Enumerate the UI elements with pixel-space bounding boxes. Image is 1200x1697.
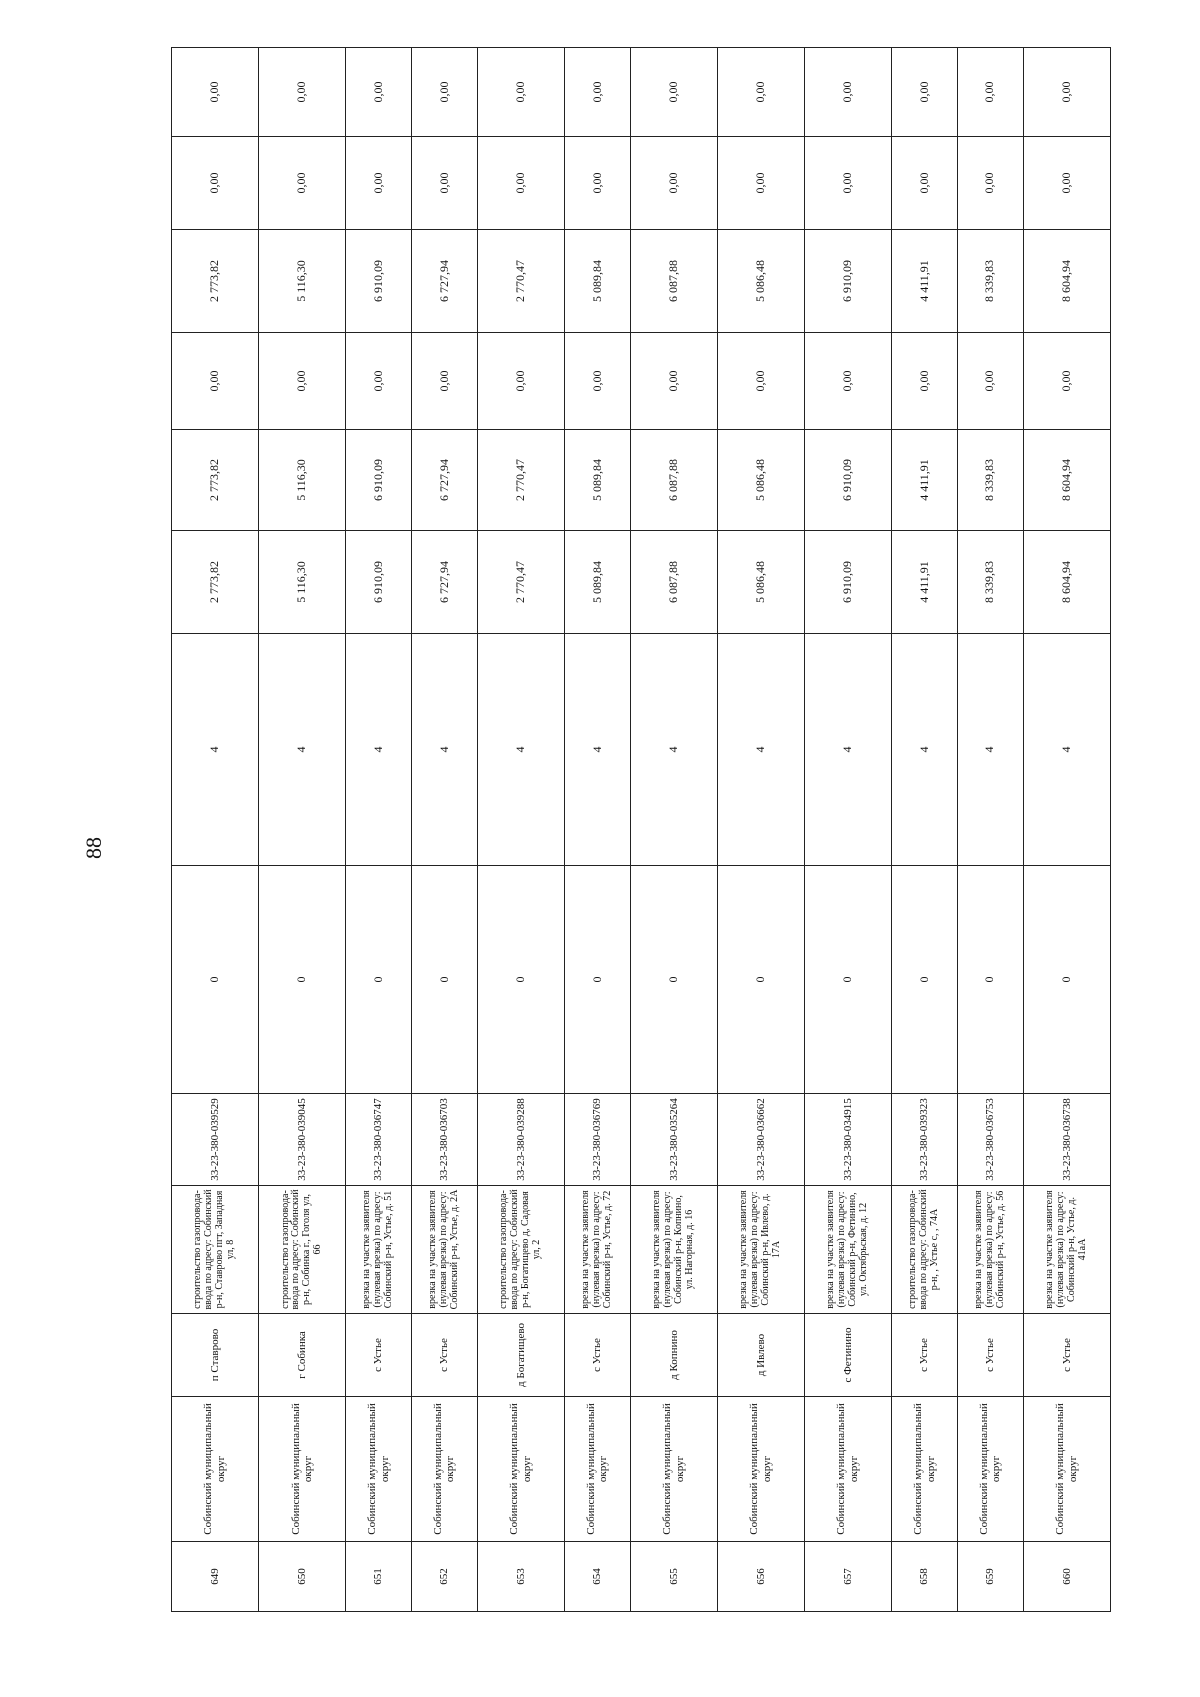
object-code-cell: 33-23-380-036703 xyxy=(412,1094,478,1186)
amount-cell-5: 0,00 xyxy=(346,137,412,230)
row-number-cell: 652 xyxy=(412,1542,478,1612)
description-cell: врезка на участке заявителя (нулевая врезка) по адресу: Собинский р-н, Копнино, ул. Нагорная, д. 16 xyxy=(630,1186,717,1314)
amount-cell-1: 6 087,88 xyxy=(630,531,717,634)
table-row xyxy=(892,48,958,1612)
description-cell: строительство газопровода-ввода по адресу: Собинский р-н, Собинка г., Гоголя ул, 66 xyxy=(259,1186,346,1314)
zero-column-cell: 0 xyxy=(717,866,804,1094)
description-cell: строительство газопровода-ввода по адресу: Собинский р-н, , Устье с, , 74А xyxy=(892,1186,958,1314)
amount-cell-3: 0,00 xyxy=(412,333,478,430)
locality-cell: с Устье xyxy=(1023,1314,1110,1397)
locality-cell: с Устье xyxy=(892,1314,958,1397)
row-number-cell: 650 xyxy=(259,1542,346,1612)
locality-cell: с Устье xyxy=(564,1314,630,1397)
amount-cell-3: 0,00 xyxy=(957,333,1023,430)
description-cell: врезка на участке заявителя (нулевая врезка) по адресу: Собинский р-н, Фетинино, ул. Октябрьская, д. 12 xyxy=(805,1186,892,1314)
zero-column-cell: 0 xyxy=(564,866,630,1094)
row-number-cell: 658 xyxy=(892,1542,958,1612)
amount-cell-4: 8 339,83 xyxy=(957,230,1023,333)
zero-column-cell: 0 xyxy=(1023,866,1110,1094)
locality-cell: п Ставрово xyxy=(172,1314,259,1397)
object-code-cell: 33-23-380-036769 xyxy=(564,1094,630,1186)
municipality-cell: Собинский муниципальный округ xyxy=(564,1397,630,1542)
amount-cell-6: 0,00 xyxy=(630,48,717,137)
amount-cell-6: 0,00 xyxy=(412,48,478,137)
amount-cell-4: 6 727,94 xyxy=(412,230,478,333)
amount-cell-3: 0,00 xyxy=(259,333,346,430)
amount-cell-1: 6 727,94 xyxy=(412,531,478,634)
amount-cell-5: 0,00 xyxy=(1023,137,1110,230)
municipality-cell: Собинский муниципальный округ xyxy=(412,1397,478,1542)
zero-column-cell: 0 xyxy=(259,866,346,1094)
zero-column-cell: 0 xyxy=(172,866,259,1094)
rotated-table-container xyxy=(171,81,1111,1612)
amount-cell-3: 0,00 xyxy=(172,333,259,430)
amount-cell-4: 4 411,91 xyxy=(892,230,958,333)
table-row xyxy=(412,48,478,1612)
amount-cell-2: 6 087,88 xyxy=(630,430,717,531)
amount-cell-6: 0,00 xyxy=(892,48,958,137)
locality-cell: г Собинка xyxy=(259,1314,346,1397)
amount-cell-6: 0,00 xyxy=(1023,48,1110,137)
description-cell: врезка на участке заявителя (нулевая врезка) по адресу: Собинский р-н, Устье, д. 56 xyxy=(957,1186,1023,1314)
object-code-cell: 33-23-380-035264 xyxy=(630,1094,717,1186)
object-code-cell: 33-23-380-036662 xyxy=(717,1094,804,1186)
municipality-cell: Собинский муниципальный округ xyxy=(346,1397,412,1542)
amount-cell-4: 5 086,48 xyxy=(717,230,804,333)
row-number-cell: 653 xyxy=(477,1542,564,1612)
row-number-cell: 651 xyxy=(346,1542,412,1612)
amount-cell-5: 0,00 xyxy=(805,137,892,230)
table-row xyxy=(630,48,717,1612)
object-code-cell: 33-23-380-039529 xyxy=(172,1094,259,1186)
amount-cell-5: 0,00 xyxy=(477,137,564,230)
description-cell: врезка на участке заявителя (нулевая врезка) по адресу: Собинский р-н, Ивлево, д. 17А xyxy=(717,1186,804,1314)
four-column-cell: 4 xyxy=(477,634,564,866)
description-cell: строительство газопровода-ввода по адресу: Собинский р-н, Богатищево д, Садовая ул, 2 xyxy=(477,1186,564,1314)
object-code-cell: 33-23-380-036747 xyxy=(346,1094,412,1186)
amount-cell-4: 5 089,84 xyxy=(564,230,630,333)
table-row xyxy=(805,48,892,1612)
amount-cell-1: 8 604,94 xyxy=(1023,531,1110,634)
amount-cell-4: 2 770,47 xyxy=(477,230,564,333)
four-column-cell: 4 xyxy=(259,634,346,866)
table-row xyxy=(259,48,346,1612)
municipality-cell: Собинский муниципальный округ xyxy=(477,1397,564,1542)
amount-cell-2: 5 089,84 xyxy=(564,430,630,531)
amount-cell-1: 2 773,82 xyxy=(172,531,259,634)
four-column-cell: 4 xyxy=(412,634,478,866)
amount-cell-2: 5 116,30 xyxy=(259,430,346,531)
amount-cell-6: 0,00 xyxy=(564,48,630,137)
amount-cell-5: 0,00 xyxy=(717,137,804,230)
zero-column-cell: 0 xyxy=(412,866,478,1094)
amount-cell-5: 0,00 xyxy=(412,137,478,230)
amount-cell-6: 0,00 xyxy=(172,48,259,137)
four-column-cell: 4 xyxy=(805,634,892,866)
description-cell: врезка на участке заявителя (нулевая врезка) по адресу: Собинский р-н, Устье, д. 51 xyxy=(346,1186,412,1314)
amount-cell-5: 0,00 xyxy=(630,137,717,230)
row-number-cell: 649 xyxy=(172,1542,259,1612)
amount-cell-4: 2 773,82 xyxy=(172,230,259,333)
locality-cell: с Устье xyxy=(412,1314,478,1397)
object-code-cell: 33-23-380-034915 xyxy=(805,1094,892,1186)
amount-cell-6: 0,00 xyxy=(805,48,892,137)
amount-cell-6: 0,00 xyxy=(346,48,412,137)
amount-cell-3: 0,00 xyxy=(805,333,892,430)
object-code-cell: 33-23-380-039288 xyxy=(477,1094,564,1186)
row-number-cell: 657 xyxy=(805,1542,892,1612)
amount-cell-1: 2 770,47 xyxy=(477,531,564,634)
amount-cell-4: 8 604,94 xyxy=(1023,230,1110,333)
locality-cell: с Фетинино xyxy=(805,1314,892,1397)
amount-cell-5: 0,00 xyxy=(172,137,259,230)
amount-cell-3: 0,00 xyxy=(630,333,717,430)
object-code-cell: 33-23-380-036738 xyxy=(1023,1094,1110,1186)
description-cell: врезка на участке заявителя (нулевая врезка) по адресу: Собинский р-н, Устье, д. 2А xyxy=(412,1186,478,1314)
zero-column-cell: 0 xyxy=(630,866,717,1094)
row-number-cell: 654 xyxy=(564,1542,630,1612)
municipality-cell: Собинский муниципальный округ xyxy=(172,1397,259,1542)
amount-cell-6: 0,00 xyxy=(477,48,564,137)
amount-cell-6: 0,00 xyxy=(259,48,346,137)
object-code-cell: 33-23-380-039323 xyxy=(892,1094,958,1186)
amount-cell-2: 6 727,94 xyxy=(412,430,478,531)
amount-cell-2: 8 604,94 xyxy=(1023,430,1110,531)
amount-cell-3: 0,00 xyxy=(477,333,564,430)
table-row xyxy=(477,48,564,1612)
amount-cell-2: 5 086,48 xyxy=(717,430,804,531)
four-column-cell: 4 xyxy=(564,634,630,866)
municipality-cell: Собинский муниципальный округ xyxy=(630,1397,717,1542)
amount-cell-3: 0,00 xyxy=(1023,333,1110,430)
amount-cell-6: 0,00 xyxy=(717,48,804,137)
four-column-cell: 4 xyxy=(172,634,259,866)
amount-cell-6: 0,00 xyxy=(957,48,1023,137)
amount-cell-5: 0,00 xyxy=(892,137,958,230)
amount-cell-5: 0,00 xyxy=(259,137,346,230)
municipality-cell: Собинский муниципальный округ xyxy=(892,1397,958,1542)
amount-cell-1: 8 339,83 xyxy=(957,531,1023,634)
zero-column-cell: 0 xyxy=(892,866,958,1094)
locality-cell: д Ивлево xyxy=(717,1314,804,1397)
description-cell: строительство газопровода-ввода по адресу: Собинский р-н, Ставрово пгт, Западная ул, 8 xyxy=(172,1186,259,1314)
amount-cell-4: 6 910,09 xyxy=(805,230,892,333)
amount-cell-1: 6 910,09 xyxy=(805,531,892,634)
amount-cell-1: 4 411,91 xyxy=(892,531,958,634)
row-number-cell: 655 xyxy=(630,1542,717,1612)
four-column-cell: 4 xyxy=(892,634,958,866)
zero-column-cell: 0 xyxy=(477,866,564,1094)
amount-cell-1: 5 116,30 xyxy=(259,531,346,634)
zero-column-cell: 0 xyxy=(346,866,412,1094)
amount-cell-4: 6 087,88 xyxy=(630,230,717,333)
amount-cell-3: 0,00 xyxy=(717,333,804,430)
row-number-cell: 660 xyxy=(1023,1542,1110,1612)
municipality-cell: Собинский муниципальный округ xyxy=(717,1397,804,1542)
amount-cell-4: 6 910,09 xyxy=(346,230,412,333)
row-number-cell: 656 xyxy=(717,1542,804,1612)
municipality-cell: Собинский муниципальный округ xyxy=(805,1397,892,1542)
amount-cell-1: 5 086,48 xyxy=(717,531,804,634)
four-column-cell: 4 xyxy=(346,634,412,866)
four-column-cell: 4 xyxy=(630,634,717,866)
row-number-cell: 659 xyxy=(957,1542,1023,1612)
four-column-cell: 4 xyxy=(1023,634,1110,866)
page-number: 88 xyxy=(81,837,106,859)
zero-column-cell: 0 xyxy=(957,866,1023,1094)
table-row xyxy=(564,48,630,1612)
data-table xyxy=(171,47,1111,1612)
amount-cell-3: 0,00 xyxy=(892,333,958,430)
amount-cell-5: 0,00 xyxy=(957,137,1023,230)
locality-cell: д Богатищево xyxy=(477,1314,564,1397)
amount-cell-1: 5 089,84 xyxy=(564,531,630,634)
locality-cell: д Копнино xyxy=(630,1314,717,1397)
amount-cell-3: 0,00 xyxy=(346,333,412,430)
amount-cell-3: 0,00 xyxy=(564,333,630,430)
locality-cell: с Устье xyxy=(346,1314,412,1397)
amount-cell-4: 5 116,30 xyxy=(259,230,346,333)
table-row xyxy=(957,48,1023,1612)
amount-cell-2: 4 411,91 xyxy=(892,430,958,531)
description-cell: врезка на участке заявителя (нулевая врезка) по адресу: Собинский р-н, Устье, д. 72 xyxy=(564,1186,630,1314)
amount-cell-1: 6 910,09 xyxy=(346,531,412,634)
amount-cell-2: 6 910,09 xyxy=(805,430,892,531)
table-row xyxy=(717,48,804,1612)
municipality-cell: Собинский муниципальный округ xyxy=(1023,1397,1110,1542)
object-code-cell: 33-23-380-036753 xyxy=(957,1094,1023,1186)
amount-cell-2: 6 910,09 xyxy=(346,430,412,531)
municipality-cell: Собинский муниципальный округ xyxy=(259,1397,346,1542)
description-cell: врезка на участке заявителя (нулевая врезка) по адресу: Собинский р-н, Устье, д. 41аА xyxy=(1023,1186,1110,1314)
object-code-cell: 33-23-380-039045 xyxy=(259,1094,346,1186)
zero-column-cell: 0 xyxy=(805,866,892,1094)
table-row xyxy=(172,48,259,1612)
municipality-cell: Собинский муниципальный округ xyxy=(957,1397,1023,1542)
table-row xyxy=(346,48,412,1612)
table-body xyxy=(172,48,1111,1612)
amount-cell-2: 8 339,83 xyxy=(957,430,1023,531)
amount-cell-5: 0,00 xyxy=(564,137,630,230)
table-row xyxy=(1023,48,1110,1612)
amount-cell-2: 2 773,82 xyxy=(172,430,259,531)
four-column-cell: 4 xyxy=(957,634,1023,866)
four-column-cell: 4 xyxy=(717,634,804,866)
locality-cell: с Устье xyxy=(957,1314,1023,1397)
amount-cell-2: 2 770,47 xyxy=(477,430,564,531)
